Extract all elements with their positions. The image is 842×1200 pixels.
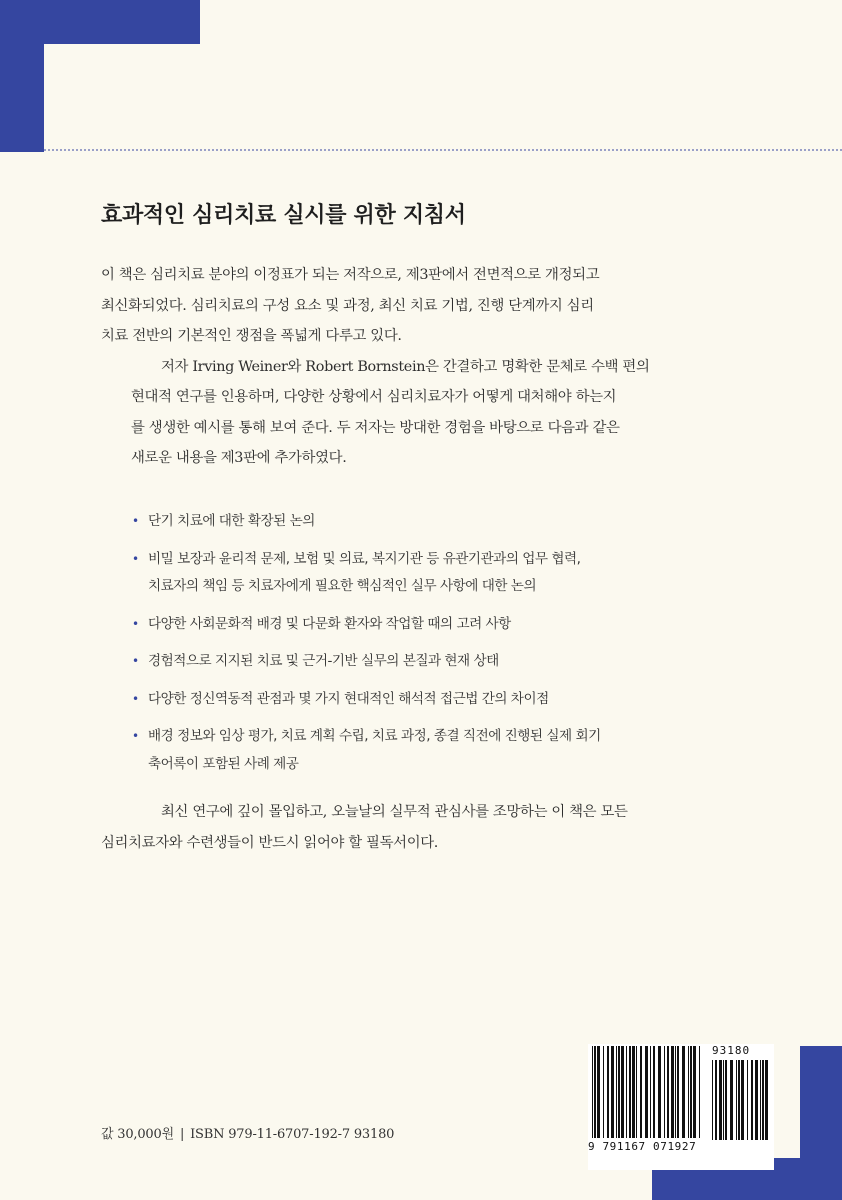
barcode-bar bbox=[650, 1046, 651, 1138]
barcode-bar bbox=[747, 1060, 748, 1140]
feature-list bbox=[132, 508, 692, 788]
separator: | bbox=[179, 1127, 185, 1142]
list-item-text: 다양한 사회문화적 배경 및 다문화 환자와 작업할 때의 고려 사항 bbox=[148, 615, 511, 632]
barcode-bar bbox=[760, 1060, 761, 1140]
barcode-bar bbox=[765, 1060, 768, 1140]
list-item-text: 경험적으로 지지된 치료 및 근거-기반 실무의 본질과 현재 상태 bbox=[148, 653, 499, 669]
barcode-addon-digits: 93180 bbox=[712, 1044, 751, 1057]
closing-paragraph bbox=[101, 797, 661, 858]
bullet-dot-icon: • bbox=[132, 514, 139, 528]
barcode-bar bbox=[755, 1060, 758, 1140]
text-line: 심리치료자와 수련생들이 반드시 읽어야 할 필독서이다. bbox=[101, 834, 439, 851]
barcode-bar bbox=[594, 1046, 596, 1138]
bullet-dot-icon: • bbox=[132, 691, 139, 706]
decorative-top-left-block bbox=[0, 0, 44, 152]
text-line: 최신 연구에 깊이 몰입하고, 오늘날의 실무적 관심사를 조망하는 이 책은 모든 bbox=[161, 804, 628, 820]
intro-section bbox=[101, 260, 661, 474]
bullet-dot-icon: • bbox=[132, 616, 139, 631]
bullet-dot-icon: • bbox=[132, 551, 139, 566]
price: 값 30,000원 bbox=[101, 1127, 174, 1142]
list-item bbox=[132, 508, 692, 536]
barcode-bar bbox=[658, 1046, 661, 1138]
barcode bbox=[588, 1044, 774, 1170]
bullet-dot-icon: • bbox=[132, 729, 139, 743]
barcode-bar bbox=[632, 1046, 635, 1138]
barcode-bar bbox=[762, 1060, 764, 1140]
barcode-bar bbox=[736, 1060, 737, 1140]
barcode-bar bbox=[751, 1060, 753, 1140]
page-heading: 효과적인 심리치료 실시를 위한 지침서 bbox=[101, 203, 466, 228]
barcode-bar bbox=[699, 1046, 700, 1138]
barcode-bar bbox=[671, 1046, 674, 1138]
barcode-bar bbox=[629, 1046, 631, 1138]
text-line: 를 생생한 예시를 통해 보여 준다. 두 저자는 방대한 경험을 바탕으로 다음과 같은 bbox=[131, 419, 620, 436]
bullet-dot-icon: • bbox=[132, 654, 139, 668]
text-line: 새로운 내용을 제3판에 추가하였다. bbox=[131, 450, 347, 466]
barcode-bar bbox=[636, 1046, 637, 1138]
list-item bbox=[132, 546, 692, 601]
list-item bbox=[132, 723, 692, 778]
barcode-bar bbox=[653, 1046, 655, 1138]
barcode-bar bbox=[723, 1060, 724, 1140]
list-item-text: 배경 정보와 임상 평가, 치료 계획 수립, 치료 과정, 종결 직전에 진행된 실제 회기 bbox=[148, 728, 601, 744]
barcode-bar bbox=[597, 1046, 600, 1138]
barcode-bar bbox=[616, 1046, 617, 1138]
isbn: ISBN 979-11-6707-192-7 93180 bbox=[190, 1127, 395, 1142]
barcode-bar bbox=[667, 1046, 669, 1138]
list-item-text: 다양한 정신역동적 관점과 몇 가지 현대적인 해석적 접근법 간의 차이점 bbox=[148, 690, 549, 707]
barcode-bar bbox=[719, 1060, 722, 1140]
text-line: 저자 Irving Weiner와 Robert Bornstein은 간결하고 명확한 문체로 수백 편의 bbox=[161, 358, 650, 375]
barcode-bar bbox=[712, 1060, 713, 1140]
barcode-bar bbox=[640, 1046, 642, 1138]
dotted-divider bbox=[44, 149, 842, 151]
barcode-bar bbox=[675, 1046, 676, 1138]
barcode-bar bbox=[730, 1060, 733, 1140]
closing-section bbox=[101, 797, 661, 858]
barcode-bar bbox=[725, 1060, 727, 1140]
text-line: 치료 전반의 기본적인 쟁점을 폭넓게 다루고 있다. bbox=[101, 328, 402, 344]
barcode-bar bbox=[693, 1046, 696, 1138]
list-item-text: 비밀 보장과 윤리적 문제, 보험 및 의료, 복지기관 등 유관기관과의 업무 협력, bbox=[148, 550, 581, 567]
barcode-bar bbox=[738, 1060, 740, 1140]
barcode-bar bbox=[664, 1046, 665, 1138]
barcode-bar bbox=[645, 1046, 648, 1138]
barcode-digits: 9 791167 071927 bbox=[588, 1140, 697, 1153]
list-item bbox=[132, 648, 692, 676]
barcode-bar bbox=[715, 1060, 717, 1140]
list-item bbox=[132, 686, 692, 714]
barcode-bar bbox=[690, 1046, 692, 1138]
intro-paragraph-2 bbox=[101, 352, 661, 474]
list-item-text: 단기 치료에 대한 확장된 논의 bbox=[148, 513, 315, 529]
text-line: 최신화되었다. 심리치료의 구성 요소 및 과정, 최신 치료 기법, 진행 단계까지 심리 bbox=[101, 297, 594, 314]
list-item-text: 치료자의 책임 등 치료자에게 필요한 핵심적인 실무 사항에 대한 논의 bbox=[148, 578, 537, 594]
barcode-bar bbox=[688, 1046, 689, 1138]
price-isbn-line bbox=[101, 1123, 394, 1142]
list-item bbox=[132, 611, 692, 639]
barcode-bar bbox=[607, 1046, 609, 1138]
barcode-bar bbox=[741, 1060, 744, 1140]
barcode-bar bbox=[592, 1046, 593, 1138]
barcode-bar bbox=[621, 1046, 624, 1138]
barcode-bar bbox=[677, 1046, 679, 1138]
text-line: 현대적 연구를 인용하며, 다양한 상황에서 심리치료자가 어떻게 대처해야 하는지 bbox=[131, 389, 617, 405]
barcode-bar bbox=[618, 1046, 620, 1138]
barcode-bar bbox=[682, 1046, 685, 1138]
barcode-bar bbox=[611, 1046, 614, 1138]
intro-paragraph-1 bbox=[101, 260, 661, 352]
barcode-bar bbox=[603, 1046, 604, 1138]
text-line: 이 책은 심리치료 분야의 이정표가 되는 저작으로, 제3판에서 전면적으로 개정되고 bbox=[101, 267, 600, 283]
barcode-bar bbox=[626, 1046, 627, 1138]
list-item-text: 축어록이 포함된 사례 제공 bbox=[148, 755, 299, 772]
